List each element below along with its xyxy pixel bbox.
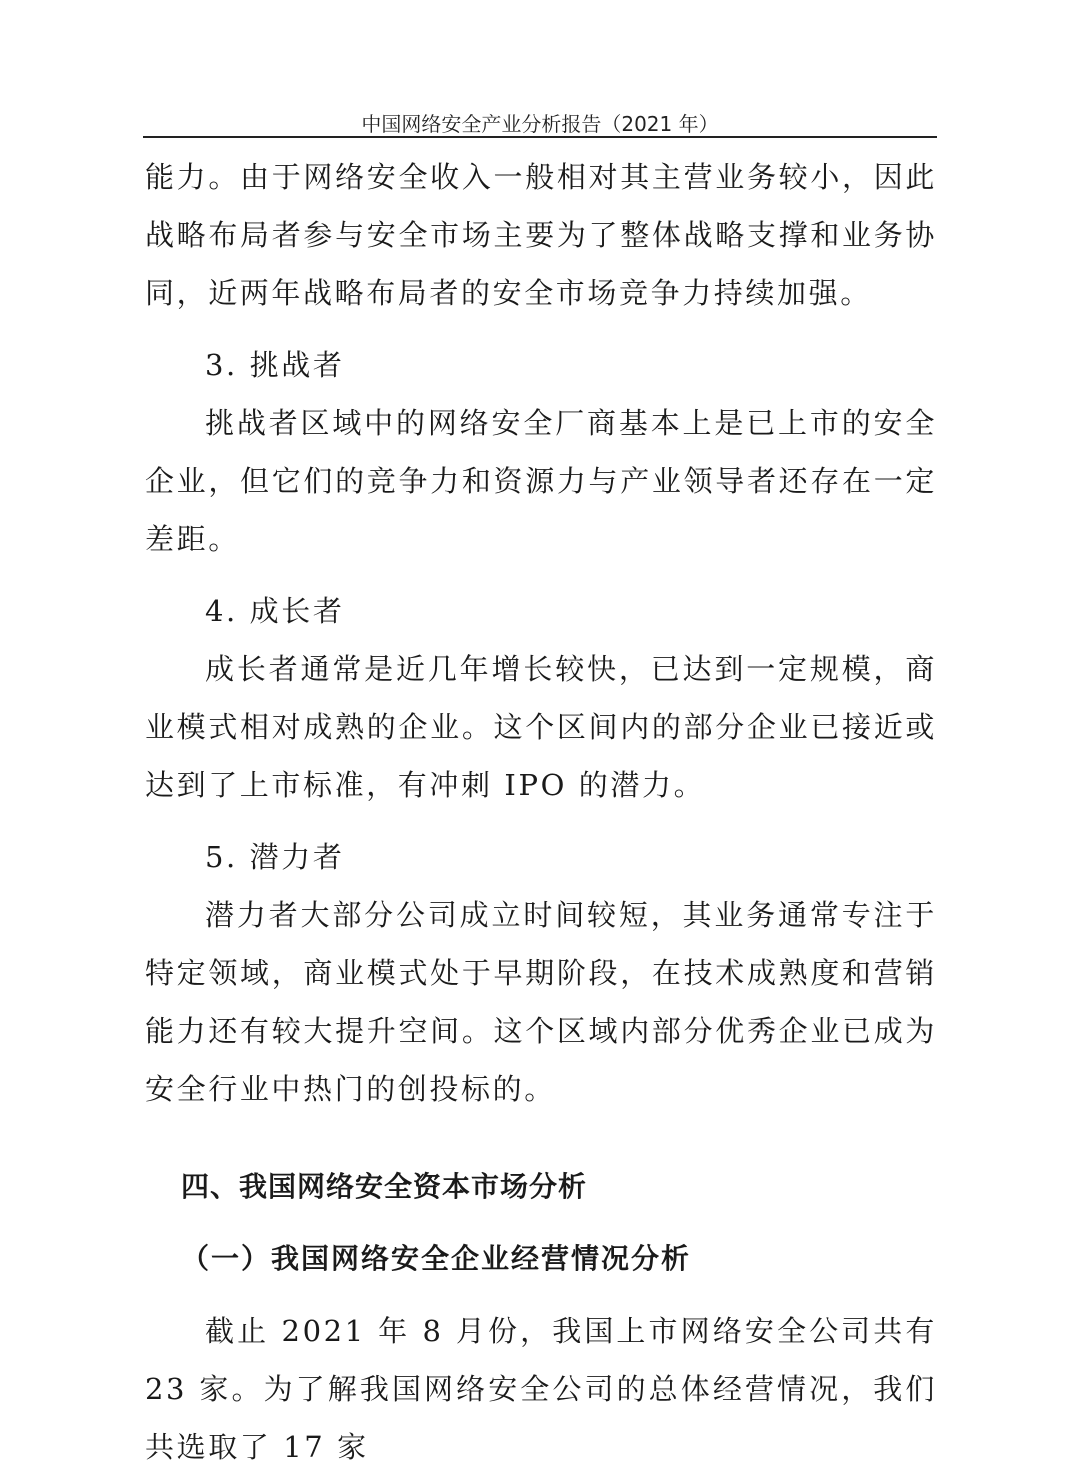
subheading-potential: 5. 潜力者 bbox=[205, 840, 345, 874]
header-divider bbox=[143, 136, 937, 138]
running-header: 中国网络安全产业分析报告（2021 年） bbox=[361, 112, 719, 136]
paragraph-strategic-deployer-end: 能力。由于网络安全收入一般相对其主营业务较小，因此战略布局者参与安全市场主要为了整体战略支撑和业务协同，近两年战略布局者的安全市场竞争力持续加强。 bbox=[145, 160, 937, 310]
paragraph-operations-intro: 截止 2021 年 8 月份，我国上市网络安全公司共有 23 家。为了解我国网络安全公司的总体经营情况，我们共选取了 17 家 bbox=[145, 1314, 937, 1464]
paragraph-potential: 潜力者大部分公司成立时间较短，其业务通常专注于特定领域，商业模式处于早期阶段，在技术成熟度和营销能力还有较大提升空间。这个区域内部分优秀企业已成为安全行业中热门的创投标的。 bbox=[145, 898, 937, 1106]
document-body bbox=[145, 148, 937, 1476]
paragraph-grower: 成长者通常是近几年增长较快，已达到一定规模，商业模式相对成熟的企业。这个区间内的部分企业已接近或达到了上市标准，有冲刺 IPO 的潜力。 bbox=[145, 652, 937, 802]
section-heading-capital-market: 四、我国网络安全资本市场分析 bbox=[181, 1170, 588, 1203]
subheading-challenger: 3. 挑战者 bbox=[205, 348, 345, 382]
paragraph-challenger: 挑战者区域中的网络安全厂商基本上是已上市的安全企业，但它们的竞争力和资源力与产业领导者还存在一定差距。 bbox=[145, 406, 937, 556]
subsection-heading-operations: （一）我国网络安全企业经营情况分析 bbox=[181, 1242, 692, 1275]
subheading-grower: 4. 成长者 bbox=[205, 594, 345, 628]
